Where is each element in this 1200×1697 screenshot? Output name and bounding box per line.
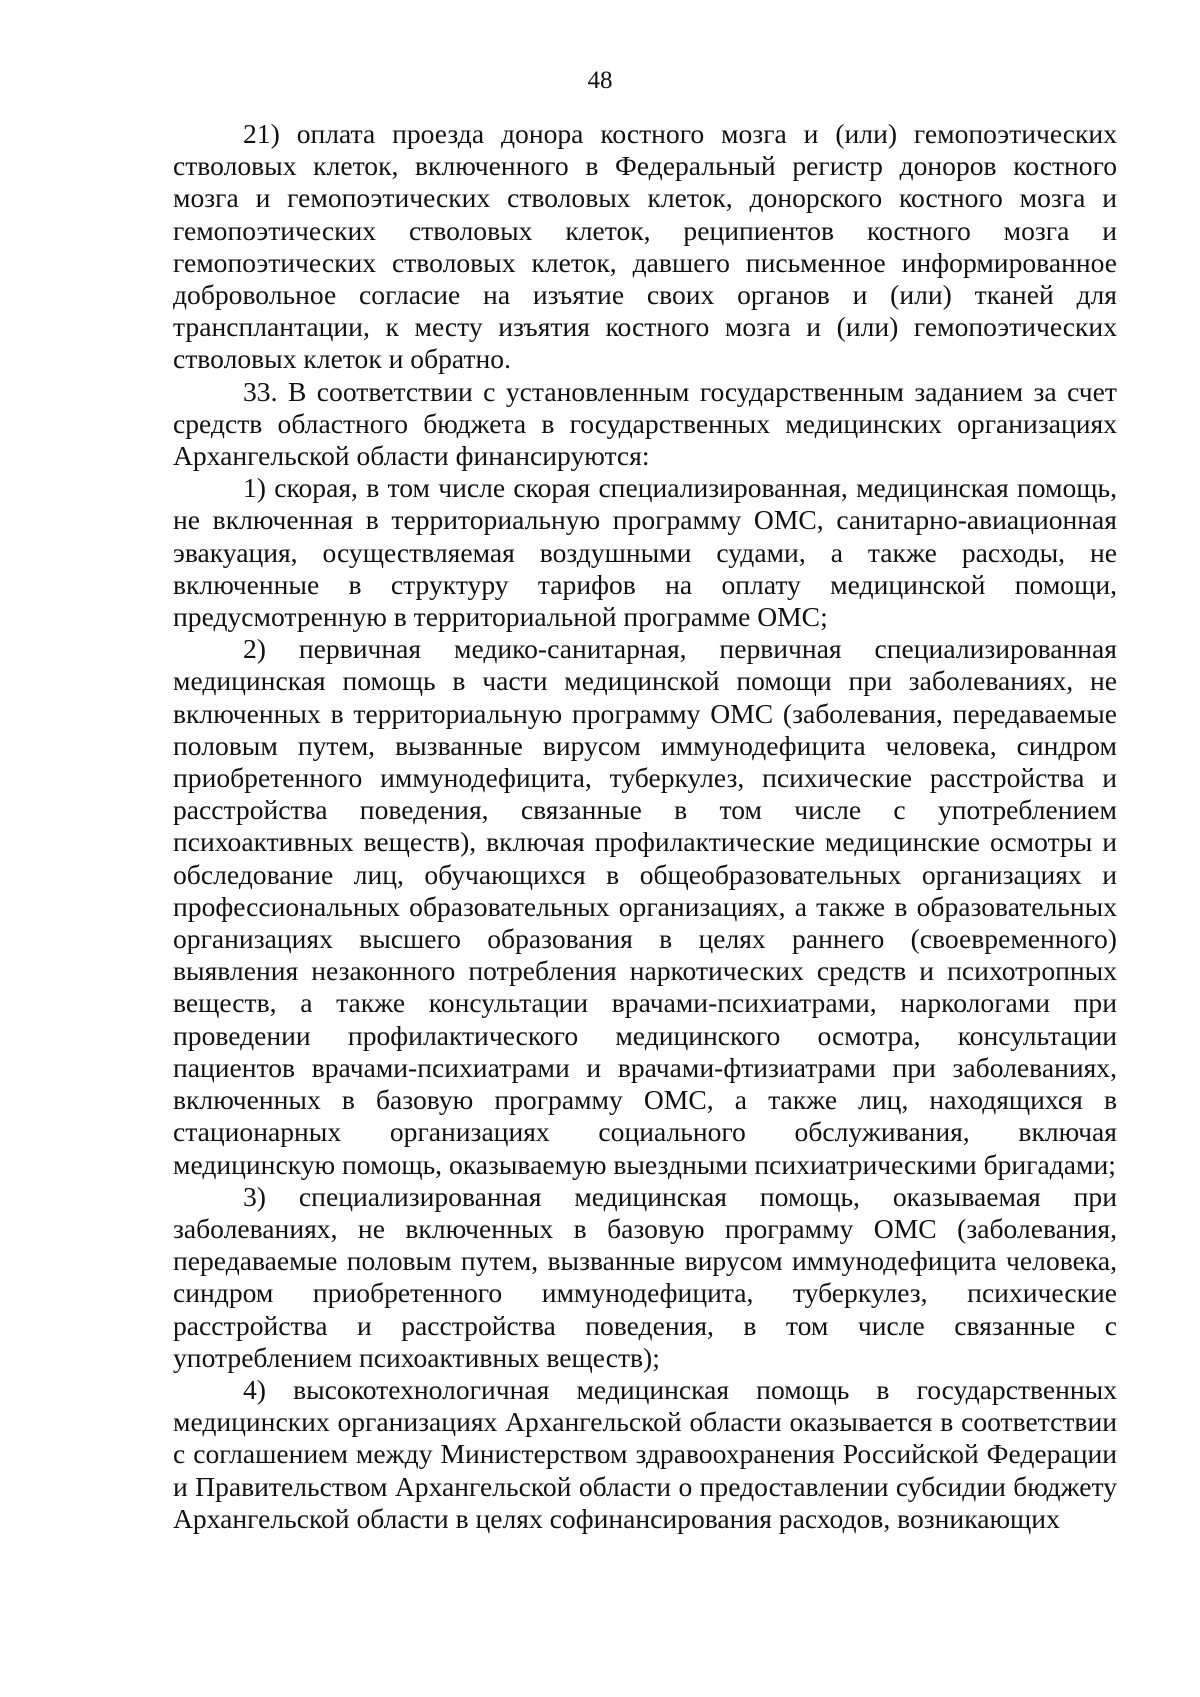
paragraph-section-33: 33. В соответствии с установленным государственным заданием за счет средств областного бюджета в государственных медицинских организациях Архангельской области финансируются: — [173, 375, 1117, 472]
paragraph-item-3: 3) специализированная медицинская помощь, оказываемая при заболеваниях, не включенных в базовую программу ОМС (заболевания, передаваемые половым путем, вызванные вирусом иммунодефицита человека, синдром приобретенного иммунодефицита, туберкулез, психические расстройства и расстройства поведения, в том числе связанные с употреблением психоактивных веществ); — [173, 1180, 1117, 1373]
paragraph-item-21: 21) оплата проезда донора костного мозга и (или) гемопоэтических стволовых клеток, включенного в Федеральный регистр доноров костного мозга и гемопоэтических стволовых клеток, донорского костного мозга и гемопоэтических стволовых клеток, реципиентов костного мозга и гемопоэтических стволовых клеток, давшего письменное информированное добровольное согласие на изъятие своих органов и (или) тканей для трансплантации, к месту изъятия костного мозга и (или) гемопоэтических стволовых клеток и обратно. — [173, 118, 1117, 375]
paragraph-item-1: 1) скорая, в том числе скорая специализированная, медицинская помощь, не включенная в территориальную программу ОМС, санитарно-авиационная эвакуация, осуществляемая воздушными судами, а также расходы, не включенные в структуру тарифов на оплату медицинской помощи, предусмотренную в территориальной программе ОМС; — [173, 472, 1117, 633]
paragraph-item-2: 2) первичная медико-санитарная, первичная специализированная медицинская помощь в части медицинской помощи при заболеваниях, не включенных в территориальную программу ОМС (заболевания, передаваемые половым путем, вызванные вирусом иммунодефицита человека, синдром приобретенного иммунодефицита, туберкулез, психические расстройства и расстройства поведения, связанные в том числе с употреблением психоактивных веществ), включая профилактические медицинские осмотры и обследование лиц, обучающихся в общеобразовательных организациях и профессиональных образовательных организациях, а также в образовательных организациях высшего образования в целях раннего (своевременного) выявления незаконного потребления наркотических средств и психотропных веществ, а также консультации врачами-психиатрами, наркологами при проведении профилактического медицинского осмотра, консультации пациентов врачами-психиатрами и врачами-фтизиатрами при заболеваниях, включенных в базовую программу ОМС, а также лиц, находящихся в стационарных организациях социального обслуживания, включая медицинскую помощь, оказываемую выездными психиатрическими бригадами; — [173, 633, 1117, 1180]
paragraph-item-4: 4) высокотехнологичная медицинская помощь в государственных медицинских организациях Архангельской области оказывается в соответствии с соглашением между Министерством здравоохранения Российской Федерации и Правительством Архангельской области о предоставлении субсидии бюджету Архангельской области в целях софинансирования расходов, возникающих — [173, 1373, 1117, 1534]
page-number: 48 — [587, 67, 613, 94]
document-body — [173, 118, 1117, 1535]
